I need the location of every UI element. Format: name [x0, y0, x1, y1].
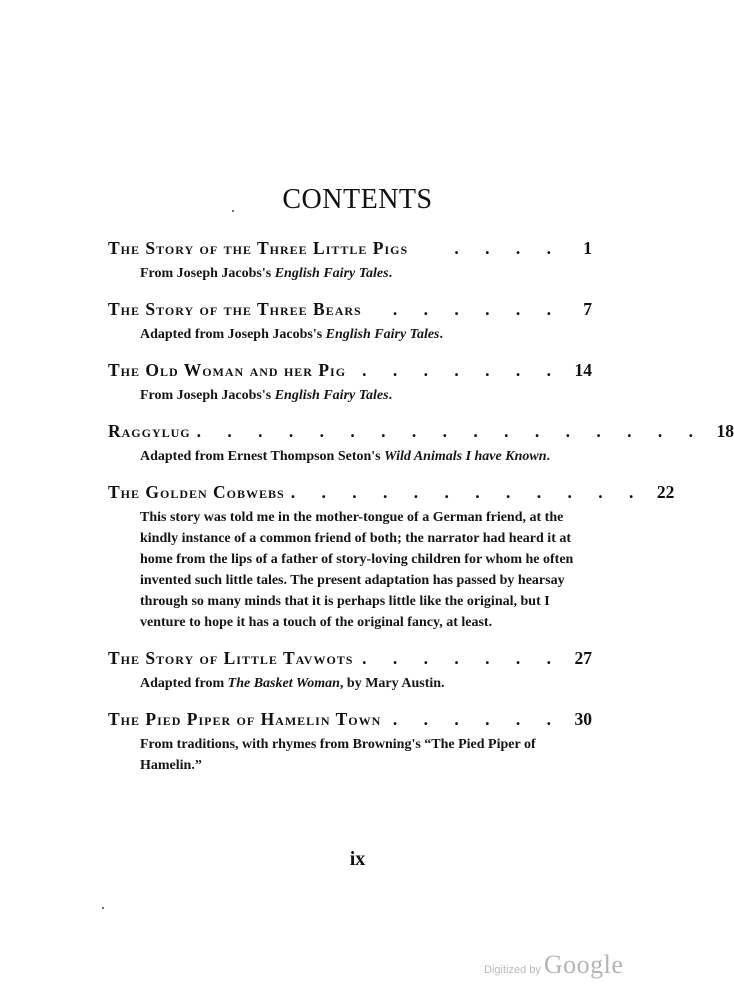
toc-entry-source-note: [140, 385, 580, 406]
toc-entry-page: 30: [574, 709, 592, 729]
note-text: .: [439, 327, 444, 342]
toc-entry-source-note: [140, 507, 580, 633]
toc-entry: [108, 236, 592, 284]
toc-entry: [108, 480, 675, 633]
note-text: .: [388, 266, 393, 281]
dot-leader: . . . . . . .: [362, 648, 562, 668]
note-italic-title: The Basket Woman: [227, 676, 340, 691]
note-text: Adapted from Joseph Jacobs's: [140, 327, 326, 342]
dot-leader: . . . . . . .: [362, 360, 562, 380]
toc-entry: [108, 297, 592, 345]
toc-entry-heading-line: [108, 646, 592, 670]
toc-entry-source-note: [140, 324, 580, 345]
toc-entry-source-note: [140, 734, 580, 776]
toc-entry-source-note: [140, 673, 580, 694]
toc-entry-page: 7: [583, 299, 592, 319]
toc-entry-page: 18: [716, 421, 734, 441]
toc-entry-heading-line: [108, 480, 675, 504]
note-text: Adapted from Ernest Thompson Seton's: [140, 449, 385, 464]
note-text: Adapted from: [140, 676, 228, 691]
print-speck: [102, 907, 104, 909]
note-text: From Joseph Jacobs's: [140, 388, 275, 403]
toc-entry-title: Raggylug: [108, 421, 191, 441]
note-italic-title: English Fairy Tales: [274, 388, 389, 403]
dot-leader: . . . .: [454, 238, 562, 258]
google-logo: Google: [543, 950, 624, 979]
note-text: .: [546, 449, 550, 464]
dot-leader: . . . . . .: [392, 709, 562, 729]
note-italic-title: English Fairy Tales: [325, 327, 440, 342]
note-text: From traditions, with rhymes from Browning's “The Pied Piper of Hamelin.”: [140, 737, 536, 773]
toc-entry-page: 1: [583, 238, 592, 258]
toc-entry: [108, 358, 592, 406]
note-text: .: [388, 388, 393, 403]
note-text: From Joseph Jacobs's: [140, 266, 275, 281]
toc-entry-title: The Story of the Three Little Pigs: [108, 238, 409, 258]
toc-entry: [108, 419, 734, 467]
toc-entry-title: The Pied Piper of Hamelin Town: [108, 709, 382, 729]
dot-leader: . . . . . .: [392, 299, 562, 319]
toc-entry-heading-line: [108, 707, 592, 731]
table-of-contents: [108, 236, 734, 776]
toc-entry-heading-line: [108, 358, 592, 382]
toc-entry: [108, 646, 592, 694]
toc-entry-title: The Story of Little Tavwots: [108, 648, 354, 668]
note-text: , by Mary Austin.: [339, 676, 445, 691]
watermark-prefix: Digitized by: [484, 964, 541, 976]
toc-entry-page: 14: [574, 360, 592, 380]
toc-entry-heading-line: [108, 419, 734, 443]
toc-entry-heading-line: [108, 297, 592, 321]
toc-entry-title: The Old Woman and her Pig: [108, 360, 347, 380]
toc-entry: [108, 707, 592, 776]
note-italic-title: English Fairy Tales: [274, 266, 389, 281]
note-text: This story was told me in the mother-tongue of a German friend, at the kindly instance of a common friend of both; the narrator had heard it at home from the lips of a father of story-loving children for whom he often invented such little tales. The present adaptation has passed by hearsay through so many minds that it is perhaps little like the original, but I venture to hope it has a touch of the original fancy, at least.: [140, 510, 574, 630]
toc-entry-title: The Golden Cobwebs: [108, 482, 285, 502]
contents-heading: CONTENTS: [282, 184, 433, 215]
toc-entry-source-note: [140, 263, 580, 284]
note-italic-title: Wild Animals I have Known: [384, 449, 547, 464]
toc-entry-source-note: [140, 446, 580, 467]
toc-entry-page: 22: [656, 482, 675, 502]
digitized-by-google-watermark: [484, 950, 623, 980]
toc-entry-title: The Story of the Three Bears: [108, 299, 362, 319]
page-number: ix: [349, 848, 366, 870]
toc-entry-heading-line: [108, 236, 592, 260]
toc-entry-page: 27: [574, 648, 592, 668]
dot-leader: . . . . . . . . . . . . . . . . .: [196, 421, 705, 441]
dot-leader: . . . . . . . . . . . .: [290, 482, 645, 502]
